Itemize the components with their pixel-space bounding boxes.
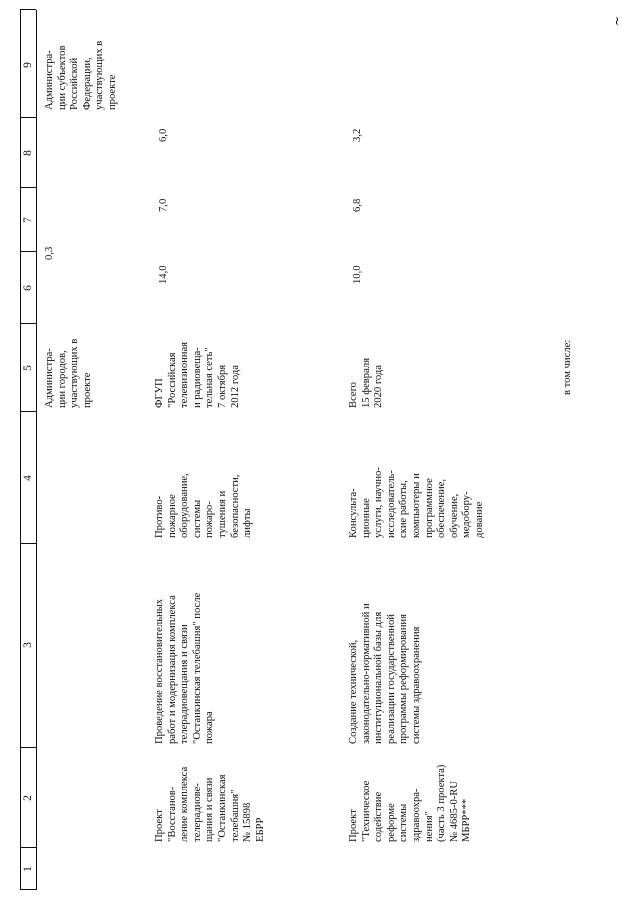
- table-top-border: [20, 10, 21, 890]
- ostankino-operator-date: ФГУП "Российская телевизионная и радиовеща- тельная сеть" 7 октября 2012 года: [154, 341, 241, 408]
- header-number-7: 7: [22, 217, 34, 223]
- col-sep-2: [20, 847, 36, 848]
- header-number-4: 4: [22, 475, 34, 481]
- health-project-name: Проект "Техническое содействие реформе системы здравоохра- нения" (часть 3 проекта) № 4685-0-RU МБРР***: [348, 764, 473, 842]
- health-col7-value: 6,8: [352, 198, 363, 212]
- header-number-5: 5: [22, 365, 34, 371]
- health-col8-value: 3,2: [352, 128, 363, 142]
- header-bottom-border: [36, 10, 37, 890]
- col-sep-1: [20, 889, 36, 890]
- col-sep-10: [20, 9, 36, 10]
- col-sep-8: [20, 187, 36, 188]
- ostankino-project-name: Проект "Восстанов- ление комплекса телерадиове- щания и связи "Останкинская телебашня" № 15898 ЕБРР: [154, 766, 266, 842]
- ostankino-equipment: Противо- пожарное оборудование, системы пожаро- тушения и безопасности, лифты: [154, 473, 254, 538]
- header-number-1: 1: [22, 866, 34, 872]
- col-sep-3: [20, 747, 36, 748]
- ostankino-col7-value: 7,0: [158, 198, 169, 212]
- col-sep-9: [20, 117, 36, 118]
- corner-mark: ~: [610, 15, 625, 27]
- header-number-2: 2: [22, 795, 34, 801]
- health-services: Консульта- ционные услуги, научно- исследователь- ские работы, компьютеры и программное обеспечение, обучение, медобору- дование: [348, 467, 485, 538]
- col-sep-5: [20, 411, 36, 412]
- health-description: Создание технической, законодательно-нормативной и институциональной базы для реализации государственной программы реформирования системы здравоохранения: [348, 603, 422, 744]
- header-number-6: 6: [22, 285, 34, 291]
- col-sep-6: [20, 323, 36, 324]
- health-total-date: Всего 15 февраля 2020 года: [348, 357, 385, 408]
- header-number-8: 8: [22, 150, 34, 156]
- ostankino-description: Проведение восстановительных работ и модернизация комплекса телерадиовещания и связи "Останкинская телебашня" после пожара: [154, 592, 216, 744]
- header-number-9: 9: [22, 62, 34, 68]
- header-number-3: 3: [22, 642, 34, 648]
- health-col6-value: 10,0: [352, 265, 363, 284]
- col-sep-4: [20, 543, 36, 544]
- ostankino-col8-value: 6,0: [158, 128, 169, 142]
- top-row-col6-value: 0,3: [44, 246, 55, 260]
- top-row-col9-text: Администра- ции субъектов Российской Федерации, участвующих в проекте: [44, 40, 118, 110]
- ostankino-col6-value: 14,0: [158, 265, 169, 284]
- top-row-col5-text: Администра- ции городов, участвующих в проекте: [44, 338, 93, 408]
- including-label: в том числе:: [562, 339, 573, 395]
- col-sep-7: [20, 251, 36, 252]
